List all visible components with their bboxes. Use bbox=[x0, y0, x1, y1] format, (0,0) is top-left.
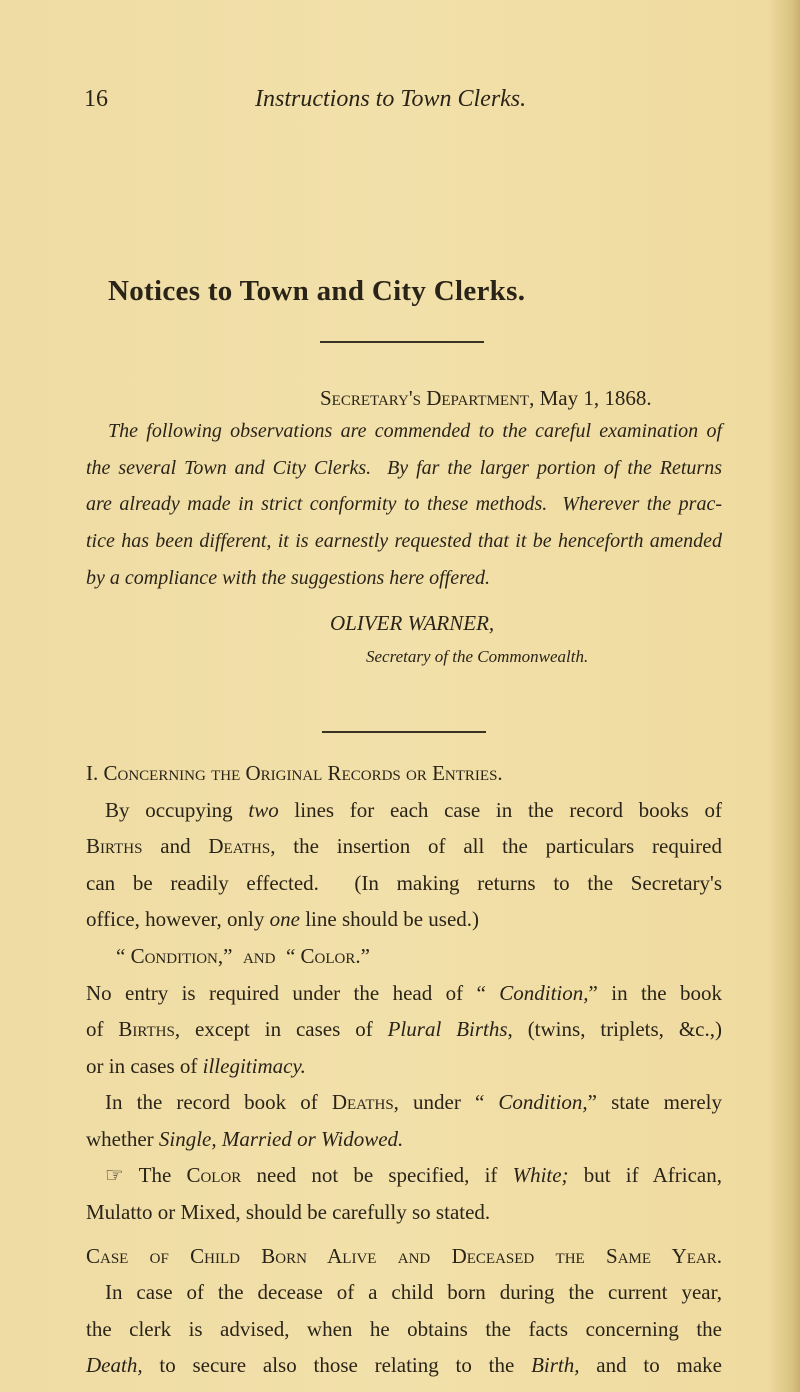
italic-text: tice has been different, it is earnestly requested that it be henceforth amended bbox=[86, 530, 722, 552]
text-line bbox=[105, 1162, 722, 1188]
italic-text: White; bbox=[512, 1163, 569, 1187]
text-line bbox=[86, 1352, 722, 1378]
small-caps-text: “ Condition,” and “ Color.” bbox=[116, 944, 370, 968]
text-line bbox=[86, 1016, 722, 1042]
text-line bbox=[86, 980, 722, 1006]
text-line bbox=[86, 1053, 306, 1079]
text-segment: , except in cases of bbox=[174, 1017, 388, 1041]
text-segment: and bbox=[142, 834, 209, 858]
text-segment: the clerk is advised, when he obtains the facts concerning the bbox=[86, 1317, 722, 1341]
text-segment: of bbox=[86, 1017, 119, 1041]
text-segment: By occupying bbox=[105, 798, 249, 822]
text-line bbox=[86, 870, 722, 896]
italic-text: Plural Births bbox=[387, 1017, 508, 1041]
text-line bbox=[108, 418, 722, 444]
text-segment: , the insertion of all the particulars required bbox=[270, 834, 722, 858]
text-line bbox=[86, 491, 722, 517]
italic-text: the several Town and City Clerks. By far the larger portion of the Returns bbox=[86, 457, 722, 479]
text-segment: or in cases of bbox=[86, 1054, 203, 1078]
text-segment: Mulatto or Mixed, should be carefully so stated. bbox=[86, 1200, 491, 1224]
text-segment: , (twins, triplets, &c.,) bbox=[507, 1017, 722, 1041]
text-segment: line should be used.) bbox=[299, 907, 480, 931]
italic-text: Death, bbox=[86, 1353, 143, 1377]
italic-text: Birth, bbox=[531, 1353, 580, 1377]
text-line bbox=[86, 833, 722, 859]
italic-text: are already made in strict conformity to these methods. Wherever the prac- bbox=[86, 493, 722, 515]
text-line bbox=[86, 1199, 490, 1225]
text-line bbox=[86, 906, 479, 932]
small-caps-text: Color bbox=[186, 1163, 242, 1187]
page-number: 16 bbox=[84, 86, 108, 112]
small-caps-text: Births bbox=[118, 1017, 175, 1041]
small-caps-text: Deaths bbox=[331, 1090, 394, 1114]
italic-text: Condition, bbox=[498, 1090, 588, 1114]
text-line bbox=[86, 760, 503, 786]
text-line bbox=[320, 385, 652, 411]
text-segment: In the record book of bbox=[105, 1090, 332, 1114]
italic-text: two bbox=[248, 798, 279, 822]
text-line bbox=[105, 1279, 722, 1305]
small-caps-text: Secretary's Department, bbox=[320, 386, 535, 410]
small-caps-text: Births bbox=[86, 834, 143, 858]
italic-text: The following observations are commended to the careful examination of bbox=[108, 420, 722, 442]
small-caps-text: Case of Child Born Alive and Deceased the Same Year. bbox=[86, 1244, 722, 1268]
text-line bbox=[366, 644, 588, 670]
text-segment: lines for each case in the record books of bbox=[278, 798, 722, 822]
text-segment: No entry is required under the head of “ bbox=[86, 981, 500, 1005]
notice-title: Notices to Town and City Clerks. bbox=[108, 275, 526, 307]
text-line bbox=[86, 455, 722, 481]
text-segment: whether bbox=[86, 1127, 159, 1151]
italic-text: Single, Married or Widowed. bbox=[158, 1127, 404, 1151]
section-divider bbox=[322, 731, 486, 733]
text-segment: but if African, bbox=[568, 1163, 722, 1187]
small-caps-text: Deaths bbox=[208, 834, 271, 858]
text-segment: to secure also those relating to the bbox=[142, 1353, 532, 1377]
text-line bbox=[86, 1243, 722, 1269]
text-segment: and to make bbox=[579, 1353, 722, 1377]
italic-text: by a compliance with the suggestions here offered. bbox=[86, 567, 490, 589]
text-line bbox=[330, 610, 494, 636]
text-line bbox=[116, 943, 370, 969]
italic-text: one bbox=[269, 907, 300, 931]
text-line bbox=[86, 528, 722, 554]
text-line bbox=[105, 1089, 722, 1115]
running-title: Instructions to Town Clerks. bbox=[255, 86, 527, 112]
title-divider bbox=[320, 341, 484, 343]
text-segment: In case of the decease of a child born during the current year, bbox=[105, 1280, 722, 1304]
italic-text: OLIVER WARNER, bbox=[330, 611, 495, 635]
italic-text: Condition, bbox=[499, 981, 589, 1005]
small-caps-text: I. Concerning the Original Records or Entries. bbox=[86, 761, 503, 785]
text-line bbox=[105, 797, 722, 823]
italic-text: illegitimacy. bbox=[202, 1054, 306, 1078]
italic-text: Secretary of the Commonwealth. bbox=[366, 647, 589, 666]
text-line bbox=[86, 1126, 403, 1152]
text-segment: can be readily effected. (In making returns to the Secretary's bbox=[86, 871, 722, 895]
text-segment: ” in the book bbox=[588, 981, 723, 1005]
text-line bbox=[86, 1316, 722, 1342]
text-segment: office, however, only bbox=[86, 907, 270, 931]
text-segment: , under “ bbox=[393, 1090, 499, 1114]
text-segment: May 1, 1868. bbox=[534, 386, 652, 410]
text-segment: ☞ The bbox=[105, 1163, 187, 1187]
text-line bbox=[86, 565, 490, 591]
text-segment: ” state merely bbox=[587, 1090, 722, 1114]
text-segment: need not be specified, if bbox=[241, 1163, 513, 1187]
